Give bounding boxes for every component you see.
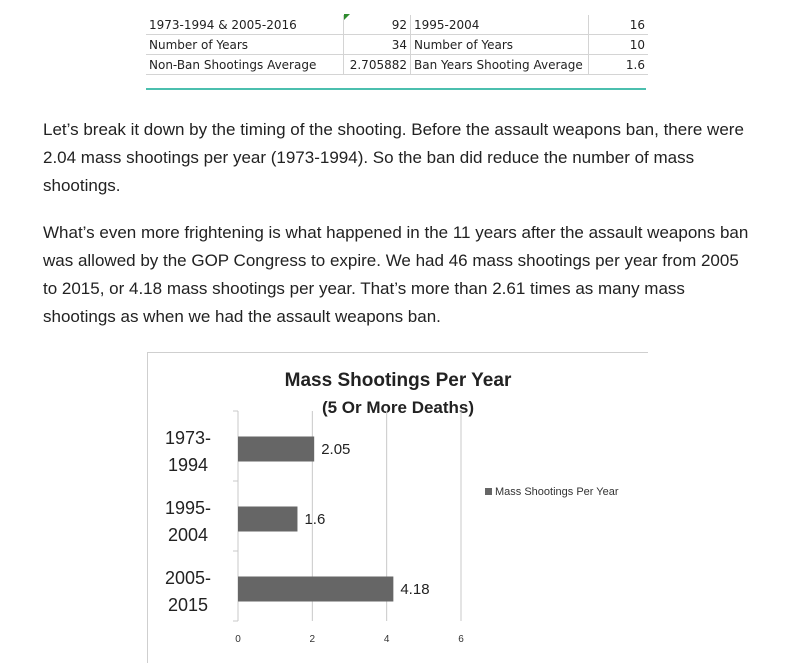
table-cell: Ban Years Shooting Average (411, 55, 589, 75)
data-label: 4.18 (400, 581, 430, 598)
article-paragraph: Let’s break it down by the timing of the shooting. Before the assault weapons ban, there were 2.04 mass shootings per year (1973-1994). So the ban did reduce the number of mass shootings. (43, 120, 744, 195)
category-label: 2005- (164, 568, 212, 588)
legend-label: Mass Shootings Per Year (495, 486, 619, 498)
table-cell: Number of Years (411, 35, 589, 55)
category-label: 2004 (167, 525, 209, 545)
article-paragraph: What’s even more frightening is what happened in the 11 years after the assault weapons ban was allowed by the GOP Congress to expire. We had 46 mass shootings per year from 2005 to 2015, or 4.18 mass shootings per year. That’s more than 2.61 times as many mass shootings as when we had the assault weapons ban. (43, 223, 749, 326)
bar (238, 437, 314, 462)
table-cell: 1995-2004 (411, 15, 589, 35)
table-cell (344, 15, 411, 35)
table-cell: 16 (589, 15, 649, 35)
x-tick-label: 0 (235, 634, 241, 645)
table-row (146, 55, 648, 75)
category-label: 1994 (167, 455, 209, 475)
table-cell: 10 (589, 35, 649, 55)
data-label: 1.6 (304, 511, 326, 528)
table-cell: 1973-1994 & 2005-2016 (146, 15, 344, 35)
spreadsheet-table (146, 15, 648, 75)
bar (238, 577, 393, 602)
bar (238, 507, 297, 532)
x-tick-label: 2 (309, 634, 316, 645)
bar-chart (147, 352, 648, 663)
category-label: 2015 (167, 595, 209, 615)
section-divider (146, 88, 646, 90)
table-cell: Number of Years (146, 35, 344, 55)
table-cell: 34 (344, 35, 411, 55)
category-label: 1995- (164, 498, 212, 518)
table-cell: Non-Ban Shootings Average (146, 55, 344, 75)
x-tick-label: 4 (383, 634, 390, 645)
legend-swatch (485, 488, 492, 495)
comment-indicator-icon (344, 14, 350, 20)
category-label: 1973- (164, 428, 212, 448)
table-cell: 2.705882 (344, 55, 411, 75)
table-row (146, 35, 648, 55)
table-cell-value: 92 (391, 17, 407, 32)
chart-title: Mass Shootings Per Year (284, 370, 512, 391)
chart-canvas (148, 353, 648, 663)
chart-subtitle: (5 Or More Deaths) (321, 398, 475, 417)
data-label: 2.05 (321, 441, 351, 458)
x-tick-label: 6 (458, 634, 464, 645)
table-row (146, 15, 648, 35)
table-cell: 1.6 (589, 55, 649, 75)
